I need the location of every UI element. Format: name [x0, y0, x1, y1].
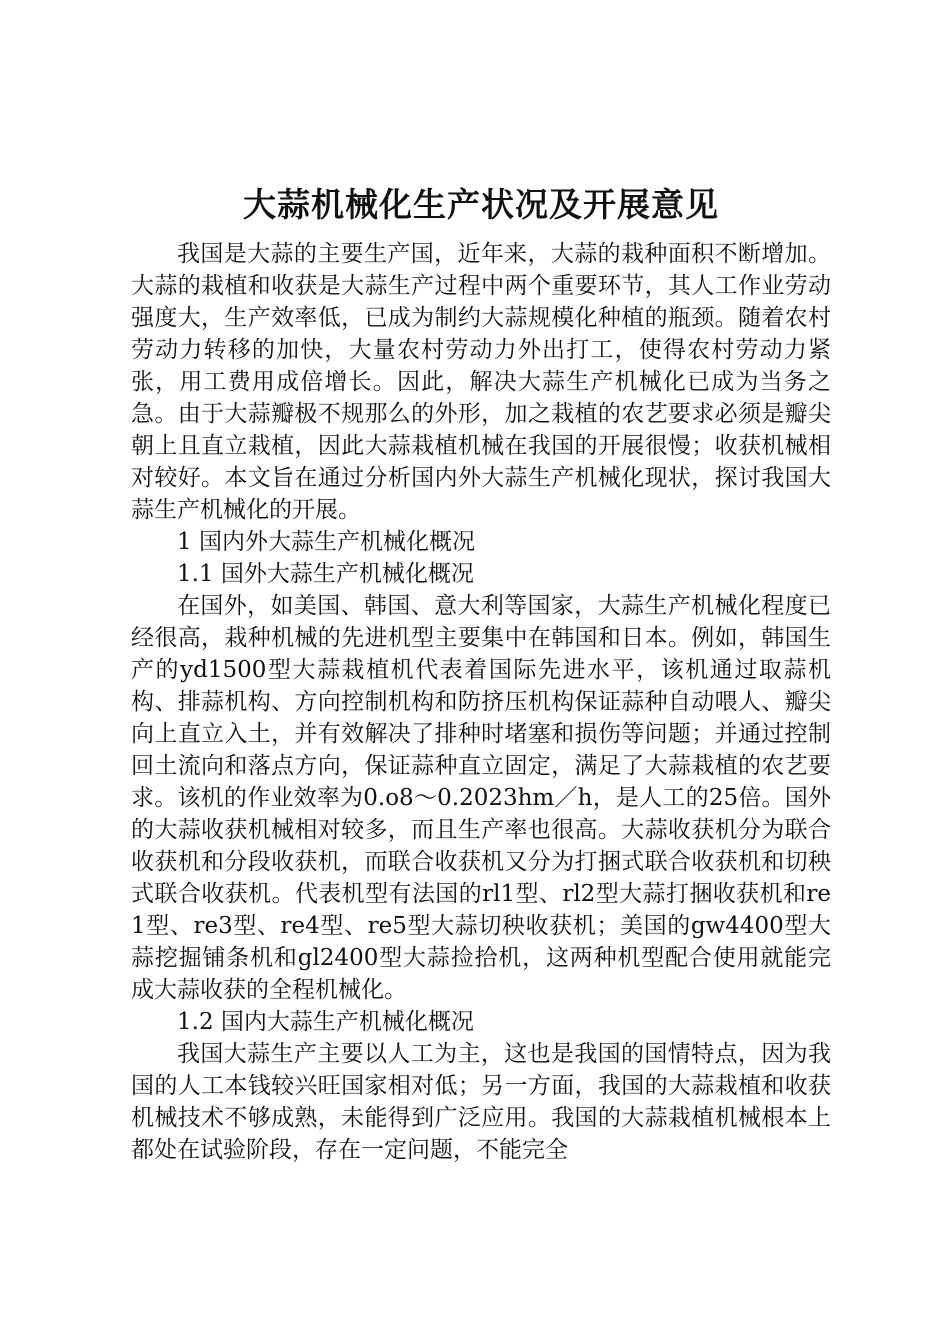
body-paragraph: 我国大蒜生产主要以人工为主，这也是我国的国情特点，因为我国的人工本钱较兴旺国家相对低；另一方面，我国的大蒜栽植和收获机械技术不够成熟，未能得到广泛应用。我国的大蒜栽植机械根本上都处在试验阶段，存在一定问题，不能完全: [131, 1041, 831, 1163]
section-heading: 1 国内外大蒜生产机械化概况: [177, 529, 475, 555]
subsection-heading: 1.2 国内大蒜生产机械化概况: [177, 1009, 474, 1035]
subsection-heading: 1.1 国外大蒜生产机械化概况: [177, 561, 474, 587]
document-title: 大蒜机械化生产状况及开展意见: [243, 185, 719, 224]
document-page: [131, 180, 831, 1166]
body-paragraph: 在国外，如美国、韩国、意大利等国家，大蒜生产机械化程度已经很高，栽种机械的先进机型主要集中在韩国和日本。例如，韩国生产的yd1500型大蒜栽植机代表着国际先进水平，该机通过取蒜机构、排蒜机构、方向控制机构和防挤压机构保证蒜种自动喂人、瓣尖向上直立入土，并有效解决了排种时堵塞和损伤等问题；并通过控制回土流向和落点方向，保证蒜种直立固定，满足了大蒜栽植的农艺要求。该机的作业效率为0.o8～0.2023hm／h，是人工的25倍。国外的大蒜收获机械相对较多，而且生产率也很高。大蒜收获机分为联合收获机和分段收获机，而联合收获机又分为打捆式联合收获机和切秧式联合收获机。代表机型有法国的rl1型、rl2型大蒜打捆收获机和re1型、re3型、re4型、re5型大蒜切秧收获机；美国的gw4400型大蒜挖掘铺条机和gl2400型大蒜捡拾机，这两种机型配合使用就能完成大蒜收获的全程机械化。: [131, 593, 831, 1003]
intro-paragraph: 我国是大蒜的主要生产国，近年来，大蒜的栽种面积不断增加。大蒜的栽植和收获是大蒜生产过程中两个重要环节，其人工作业劳动强度大，生产效率低，已成为制约大蒜规模化种植的瓶颈。随着农村劳动力转移的加快，大量农村劳动力外出打工，使得农村劳动力紧张，用工费用成倍增长。因此，解决大蒜生产机械化已成为当务之急。由于大蒜瓣极不规那么的外形，加之栽植的农艺要求必须是瓣尖朝上且直立栽植，因此大蒜栽植机械在我国的开展很慢；收获机械相对较好。本文旨在通过分析国内外大蒜生产机械化现状，探讨我国大蒜生产机械化的开展。: [131, 241, 831, 523]
